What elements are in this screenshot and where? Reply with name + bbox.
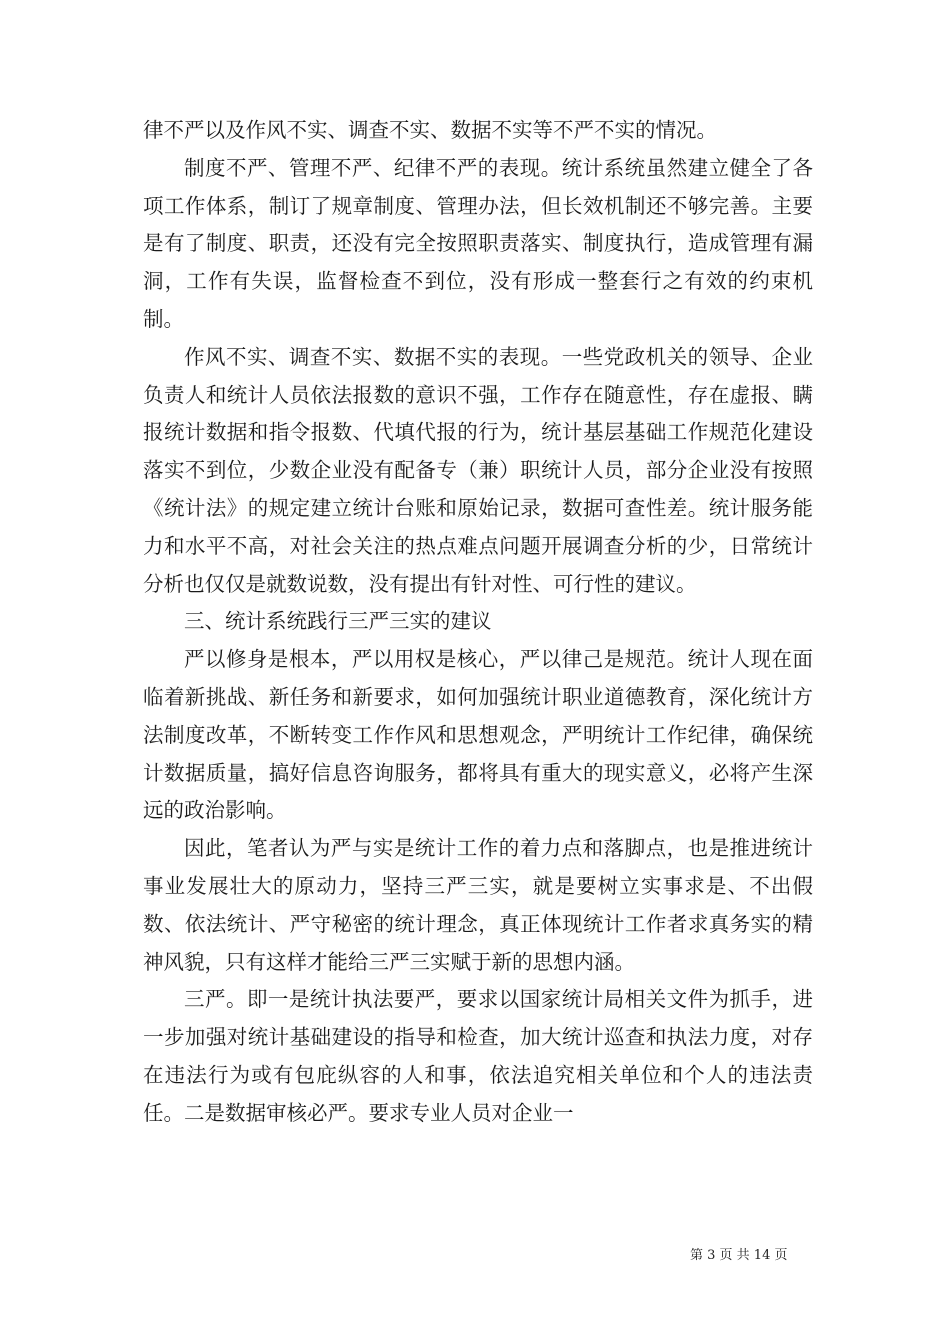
paragraph-3: 作风不实、调查不实、数据不实的表现。一些党政机关的领导、企业负责人和统计人员依法报数的意识不强，工作存在随意性，存在虚报、瞒报统计数据和指令报数、代填代报的行为，统计基层基础工作规范化建设落实不到位，少数企业没有配备专（兼）职统计人员，部分企业没有按照《统计法》的规定建立统计台账和原始记录，数据可查性差。统计服务能力和水平不高，对社会关注的热点难点问题开展调查分析的少，日常统计分析也仅仅是就数说数，没有提出有针对性、可行性的建议。: [143, 344, 813, 596]
paragraph-4: 严以修身是根本，严以用权是核心，严以律己是规范。统计人现在面临着新挑战、新任务和新要求，如何加强统计职业道德教育，深化统计方法制度改革，不断转变工作作风和思想观念，严明统计工作纪律，确保统计数据质量，搞好信息咨询服务，都将具有重大的现实意义，必将产生深远的政治影响。: [143, 647, 813, 823]
paragraph-5: 因此，笔者认为严与实是统计工作的着力点和落脚点，也是推进统计事业发展壮大的原动力，坚持三严三实，就是要树立实事求是、不出假数、依法统计、严守秘密的统计理念，真正体现统计工作者求真务实的精神风貌，只有这样才能给三严三实赋于新的思想内涵。: [143, 836, 813, 974]
paragraph-6: 三严。即一是统计执法要严，要求以国家统计局相关文件为抓手，进一步加强对统计基础建设的指导和检查，加大统计巡查和执法力度，对存在违法行为或有包庇纵容的人和事，依法追究相关单位和个人的违法责任。二是数据审核必严。要求专业人员对企业一: [143, 987, 813, 1125]
document-body: [143, 112, 813, 1133]
paragraph-1: 律不严以及作风不实、调查不实、数据不实等不严不实的情况。: [143, 118, 717, 142]
page-number: 第 3 页 共 14 页: [690, 1248, 788, 1263]
section-heading: 三、统计系统践行三严三实的建议: [184, 609, 492, 634]
paragraph-2: 制度不严、管理不严、纪律不严的表现。统计系统虽然建立健全了各项工作体系，制订了规章制度、管理办法，但长效机制还不够完善。主要是有了制度、职责，还没有完全按照职责落实、制度执行，造成管理有漏洞，工作有失误，监督检查不到位，没有形成一整套行之有效的约束机制。: [143, 155, 813, 331]
